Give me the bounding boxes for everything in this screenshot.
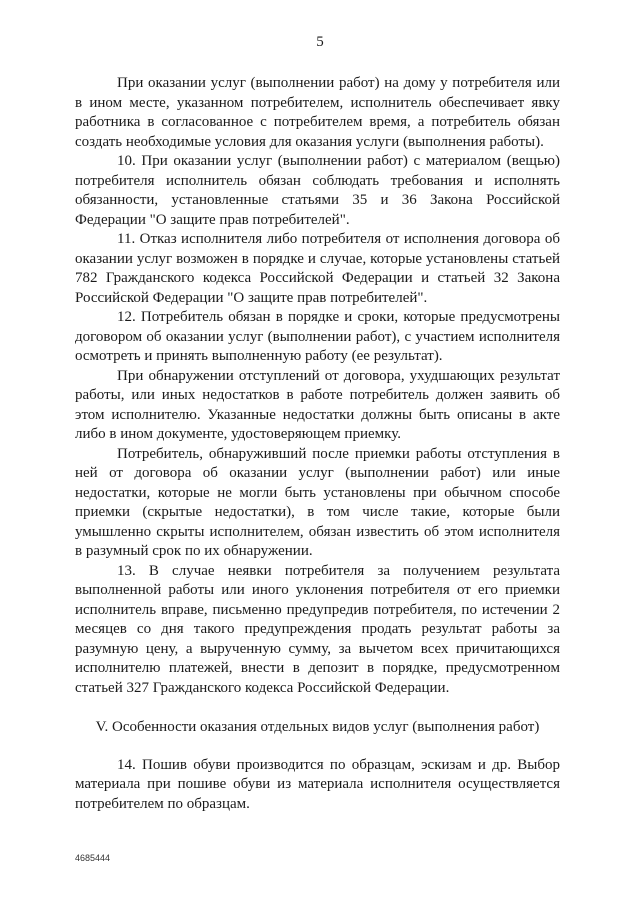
section-heading: V. Особенности оказания отдельных видов услуг (выполнения работ) xyxy=(95,719,540,735)
paragraph-hidden-defects: Потребитель, обнаруживший после приемки работы отступления в ней от договора об оказании услуг (выполнении работ) или иные недостатки, которые не могли быть установлены при обычном способе приемки (скрытые недостатки), в том числе такие, которые были умышленно скрыты исполнителем, обязан известить об этом исполнителя в разумный срок по их обнаружении. xyxy=(75,445,560,559)
document-code: 4685444 xyxy=(75,853,111,863)
paragraph-item-12: 12. Потребитель обязан в порядке и сроки, которые предусмотрены договором об оказании услуг (выполнении работ), с участием исполнителя осмотреть и принять выполненную работу (ее результат). xyxy=(75,309,560,364)
paragraph-item-11: 11. Отказ исполнителя либо потребителя от исполнения договора об оказании услуг возможен в порядке и случае, которые установлены статьей 782 Гражданского кодекса Российской Федерации и статьей 32 Закона Российской Федерации "О защите прав потребителей". xyxy=(75,231,560,306)
paragraph-item-13: 13. В случае неявки потребителя за получением результата выполненной работы или иного уклонения потребителя от его приемки исполнитель вправе, письменно предупредив потребителя, по истечении 2 месяцев со дня такого предупреждения продать результат работы за разумную цену, а вырученную сумму, за вычетом всех причитающихся исполнителю платежей, внести в депозит в порядке, предусмотренном статьей 327 Гражданского кодекса Российской Федерации. xyxy=(75,562,560,696)
paragraph-home-service: При оказании услуг (выполнении работ) на дому у потребителя или в ином месте, указанном потребителем, исполнитель обеспечивает явку работника в согласованное с потребителем время, а потребитель обязан создать необходимые условия для оказания услуги (выполнения работы). xyxy=(75,75,560,150)
document-body xyxy=(75,74,560,814)
paragraph-item-14: 14. Пошив обуви производится по образцам, эскизам и др. Выбор материала при пошиве обуви из материала исполнителя осуществляется потребителем по образцам. xyxy=(75,756,560,812)
paragraph-deviations: При обнаружении отступлений от договора, ухудшающих результат работы, или иных недостатков в работе потребитель должен заявить об этом исполнителю. Указанные недостатки должны быть описаны в акте либо в ином документе, удостоверяющем приемку. xyxy=(75,367,560,442)
page-number: 5 xyxy=(316,34,324,50)
paragraph-item-10: 10. При оказании услуг (выполнении работ) с материалом (вещью) потребителя исполнитель обязан соблюдать требования и исполнять обязанности, установленные статьями 35 и 36 Закона Российской Федерации "О защите прав потребителей". xyxy=(75,153,560,228)
